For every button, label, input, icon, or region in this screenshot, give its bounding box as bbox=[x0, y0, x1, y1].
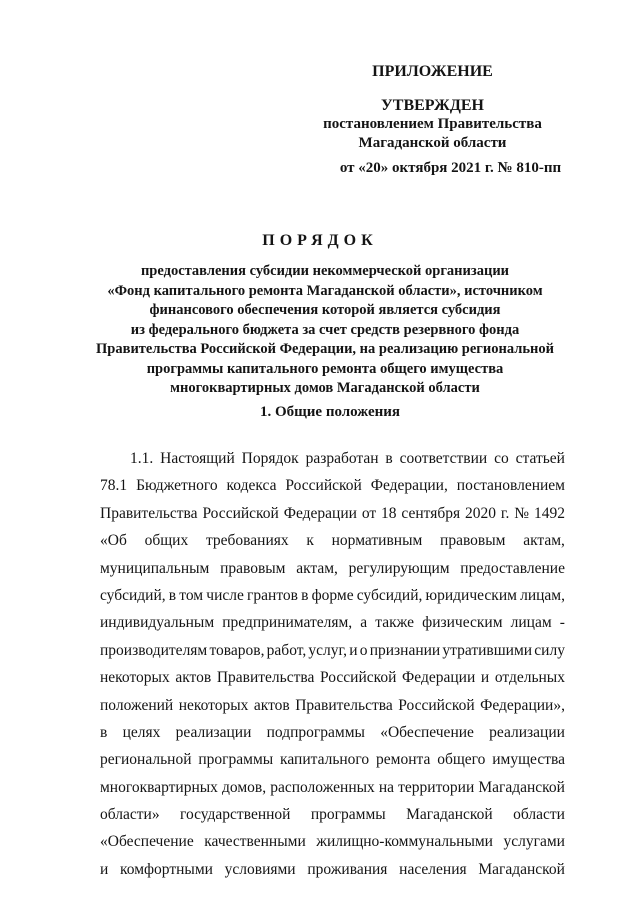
body-word: области bbox=[513, 806, 565, 824]
body-word: программы bbox=[310, 806, 386, 824]
body-word: Правительства bbox=[216, 669, 315, 687]
subtitle-line: из федерального бюджета за счет средств резервного фонда bbox=[130, 321, 520, 338]
body-word: силу bbox=[534, 641, 565, 659]
body-word: субсидий, bbox=[356, 586, 423, 604]
body-line bbox=[100, 856, 565, 883]
body-word: кодекса bbox=[226, 477, 277, 495]
section-heading: 1. Общие положения bbox=[259, 404, 401, 420]
body-word: правовым bbox=[220, 559, 286, 577]
body-word: расположенных bbox=[270, 778, 375, 796]
body-line bbox=[100, 472, 565, 499]
body-word: со bbox=[494, 450, 509, 467]
subtitle-line: программы капитального ремонта общего имущества bbox=[146, 360, 504, 377]
body-word: юридическим bbox=[425, 586, 517, 604]
body-word: государственной bbox=[179, 806, 291, 824]
body-word: актам, bbox=[296, 559, 338, 577]
body-paragraph bbox=[100, 445, 565, 883]
subtitle-line: Правительства Российской Федерации, на реализацию региональной bbox=[96, 341, 554, 357]
body-word: Правительства bbox=[100, 504, 198, 522]
body-word: муниципальным bbox=[100, 559, 210, 577]
body-word: отдельных bbox=[494, 669, 565, 687]
body-line bbox=[100, 609, 565, 636]
body-word: 78.1 bbox=[100, 477, 128, 495]
body-word: реализации bbox=[489, 723, 565, 741]
body-line bbox=[100, 445, 565, 472]
body-word: числе bbox=[206, 586, 244, 604]
body-word: актов bbox=[175, 669, 212, 687]
body-line bbox=[100, 527, 565, 554]
body-word: домов, bbox=[222, 778, 267, 796]
body-word: к bbox=[306, 532, 314, 550]
body-word: проживания bbox=[307, 860, 388, 878]
body-word: «Обеспечение bbox=[100, 833, 194, 851]
body-word: на bbox=[378, 778, 395, 796]
body-word: физическим bbox=[422, 614, 503, 632]
body-word: и bbox=[349, 641, 358, 659]
body-word: предпринимателям, bbox=[222, 614, 353, 632]
body-word: актам, bbox=[523, 532, 565, 550]
body-word: - bbox=[559, 614, 565, 632]
appendix-label: ПРИЛОЖЕНИЕ bbox=[372, 63, 493, 80]
body-line bbox=[100, 801, 565, 828]
body-word: 1492 bbox=[533, 504, 565, 522]
body-word: территории bbox=[398, 778, 475, 796]
body-word: Федерации, bbox=[370, 477, 448, 495]
body-word: и bbox=[480, 669, 490, 687]
body-word: положений bbox=[100, 696, 174, 714]
body-word: от bbox=[361, 504, 377, 522]
body-word: и bbox=[100, 860, 109, 878]
body-word: условиями bbox=[224, 860, 296, 878]
body-word: форме bbox=[311, 586, 354, 604]
subtitle-line: «Фонд капитального ремонта Магаданской области», источником bbox=[107, 282, 543, 299]
body-word: в bbox=[301, 586, 309, 604]
body-word: соответствии bbox=[399, 450, 488, 467]
subtitle-line: многоквартирных домов Магаданской области bbox=[170, 380, 480, 396]
body-word: Федерации», bbox=[480, 696, 565, 714]
body-word: правовым bbox=[440, 532, 506, 550]
body-word: качественными bbox=[204, 833, 306, 851]
body-word: общего bbox=[437, 751, 486, 769]
body-word: субсидий, bbox=[100, 586, 166, 604]
body-word: «Об bbox=[100, 532, 127, 550]
body-line bbox=[100, 555, 565, 582]
body-word: регулирующим bbox=[348, 559, 450, 577]
body-word: индивидуальным bbox=[100, 614, 215, 632]
body-word: жилищно-коммунальными bbox=[316, 833, 493, 851]
body-word: постановлением bbox=[456, 477, 565, 495]
body-word: населения bbox=[399, 860, 467, 878]
approval-date: от «20» октября 2021 г. № 810-пп bbox=[339, 160, 562, 176]
body-word: подпрограммы bbox=[266, 723, 365, 741]
body-word: г. bbox=[500, 504, 510, 522]
subtitle-line: предоставления субсидии некоммерческой организации bbox=[140, 263, 510, 279]
body-line bbox=[100, 746, 565, 773]
body-word: Бюджетного bbox=[136, 477, 218, 495]
body-word: разработан bbox=[305, 450, 379, 467]
body-word: общих bbox=[144, 532, 189, 550]
body-word: сентября bbox=[401, 504, 461, 522]
body-word: лицам bbox=[510, 614, 552, 632]
body-word: требованиях bbox=[205, 532, 289, 550]
body-word: капитального bbox=[280, 751, 370, 769]
body-word: ремонта bbox=[376, 751, 431, 769]
body-line bbox=[100, 719, 565, 746]
body-word: Федерации bbox=[283, 504, 357, 522]
body-word: Российской bbox=[285, 477, 362, 495]
body-word: в bbox=[168, 586, 177, 604]
body-word: некоторых bbox=[100, 669, 170, 687]
body-word: лицам, bbox=[520, 586, 565, 604]
approval-region: Магаданской области bbox=[358, 135, 507, 151]
body-word: признании bbox=[369, 641, 441, 659]
body-word: услугами bbox=[503, 833, 565, 851]
body-word: Магаданской bbox=[478, 860, 565, 878]
body-word: производителям bbox=[100, 641, 208, 659]
body-word: имущества bbox=[492, 751, 565, 769]
body-word: многоквартирных bbox=[100, 778, 218, 796]
body-word: региональной bbox=[100, 751, 192, 769]
body-word: услуг, bbox=[308, 641, 348, 659]
document-subtitle bbox=[90, 262, 560, 399]
approved-label: УТВЕРЖДЕН bbox=[381, 97, 484, 114]
body-line bbox=[100, 828, 565, 855]
body-word: Российской bbox=[398, 696, 475, 714]
subtitle-line: финансового обеспечения которой является субсидия bbox=[149, 302, 501, 318]
body-word: Правительства bbox=[295, 696, 393, 714]
body-word: области» bbox=[100, 806, 160, 824]
body-word: 2020 bbox=[465, 504, 497, 522]
body-line bbox=[100, 637, 565, 664]
body-word: Российской bbox=[320, 669, 397, 687]
body-word: 1.1. bbox=[130, 450, 154, 467]
document-title: ПОРЯДОК bbox=[262, 232, 378, 249]
body-word: № bbox=[514, 504, 530, 522]
body-word: а bbox=[360, 614, 368, 632]
body-word: о bbox=[359, 641, 368, 659]
body-word: предоставление bbox=[460, 559, 565, 577]
body-line bbox=[100, 774, 565, 801]
body-word: Магаданской bbox=[406, 806, 493, 824]
body-word: Порядок bbox=[241, 450, 299, 467]
body-word: также bbox=[375, 614, 415, 632]
body-word: в bbox=[385, 450, 393, 467]
body-word: 18 bbox=[381, 504, 397, 522]
body-word: нормативным bbox=[331, 532, 423, 550]
body-line bbox=[100, 500, 565, 527]
body-line bbox=[100, 582, 565, 609]
body-word: работ, bbox=[266, 641, 307, 659]
body-word: Федерации bbox=[402, 669, 476, 687]
body-word: товаров, bbox=[209, 641, 265, 659]
body-word: реализации bbox=[175, 723, 252, 741]
body-word: статьей bbox=[515, 450, 565, 467]
body-word: целях bbox=[122, 723, 161, 741]
body-word: в bbox=[100, 723, 108, 741]
approval-resolution: постановлением Правительства bbox=[323, 116, 542, 132]
body-word: Российской bbox=[202, 504, 279, 522]
body-word: грантов bbox=[247, 586, 298, 604]
body-word: «Обеспечение bbox=[380, 723, 474, 741]
body-word: Настоящий bbox=[160, 450, 235, 467]
body-line bbox=[100, 664, 565, 691]
body-word: программы bbox=[198, 751, 274, 769]
body-word: актов bbox=[253, 696, 290, 714]
body-word: Магаданской bbox=[478, 778, 565, 796]
body-word: некоторых bbox=[178, 696, 249, 714]
body-word: том bbox=[179, 586, 204, 604]
body-word: утратившими bbox=[442, 641, 533, 659]
body-word: комфортными bbox=[120, 860, 213, 878]
body-line bbox=[100, 692, 565, 719]
